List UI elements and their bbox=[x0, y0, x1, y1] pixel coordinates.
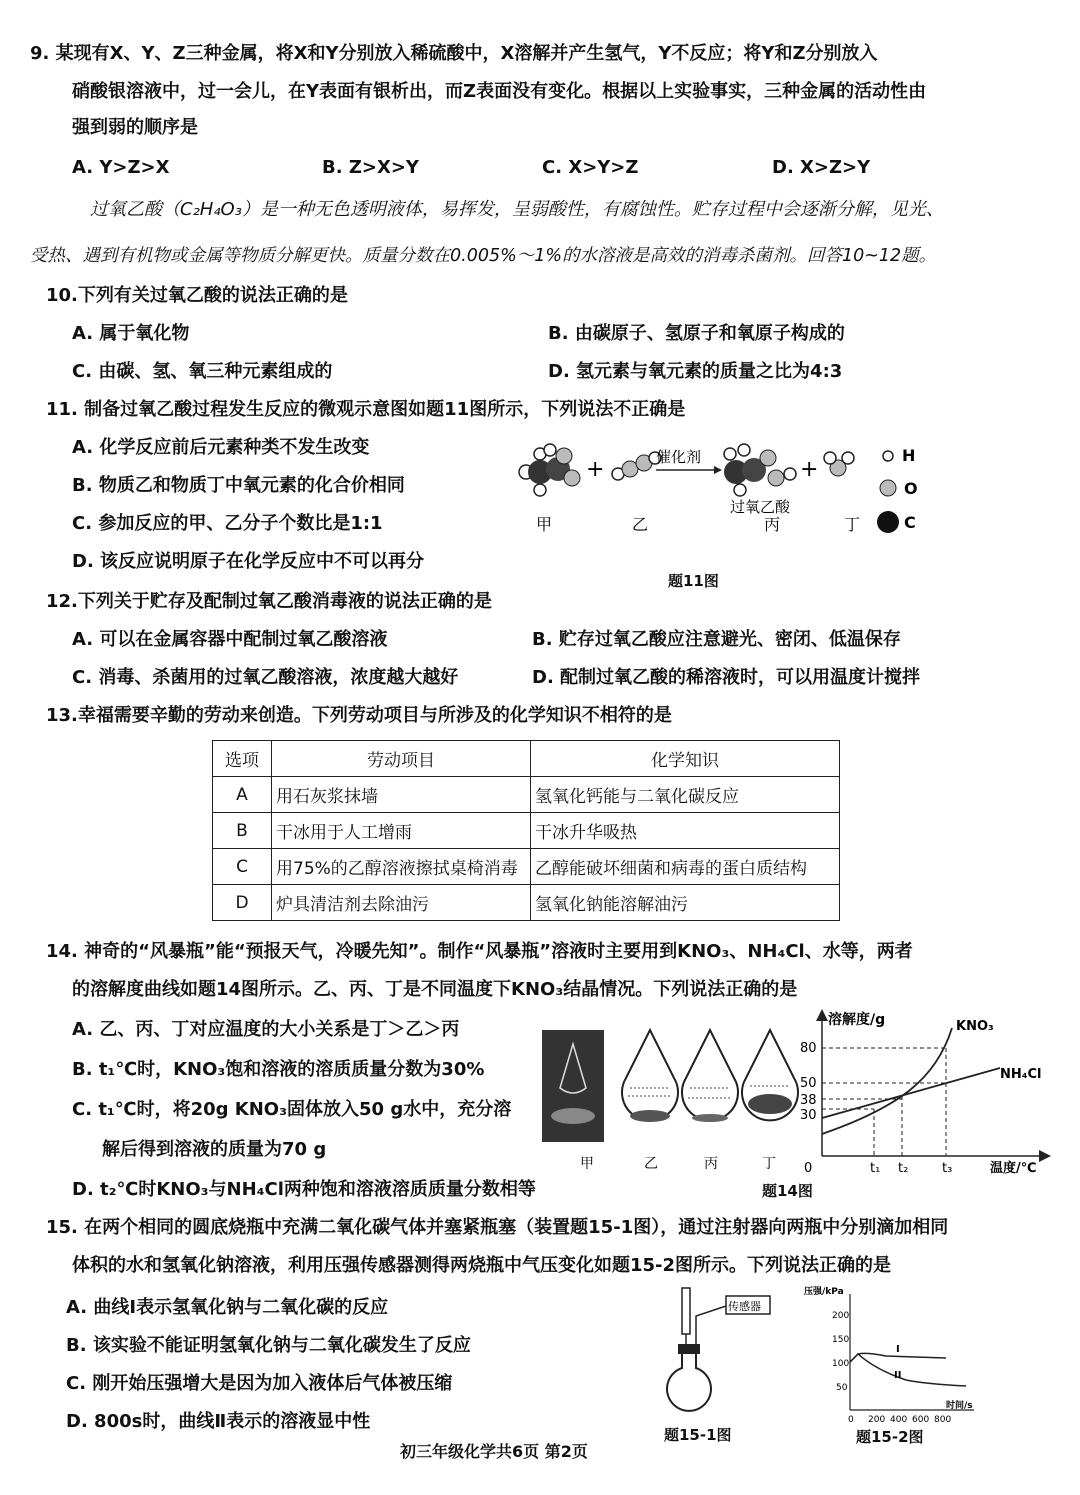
legend-c-label: C bbox=[904, 513, 916, 532]
q12-option-d: D. 配制过氧乙酸的稀溶液时，可以用温度计搅拌 bbox=[532, 667, 921, 688]
molecule-bing bbox=[724, 444, 796, 496]
q9-option-d: D. X>Z>Y bbox=[772, 157, 871, 178]
q9-option-c: C. X>Y>Z bbox=[542, 157, 639, 178]
label-yi: 乙 bbox=[632, 515, 649, 534]
header-option: 选项 bbox=[213, 741, 272, 777]
flask-icon bbox=[667, 1354, 711, 1411]
q10-option-d: D. 氢元素与氧元素的质量之比为4:3 bbox=[548, 361, 843, 382]
header-labor: 劳动项目 bbox=[272, 741, 531, 777]
y-tick-50: 50 bbox=[836, 1383, 848, 1393]
q9-option-b: B. Z>X>Y bbox=[322, 157, 419, 178]
x-tick-t3: t₃ bbox=[942, 1161, 953, 1176]
y-tick-38: 38 bbox=[800, 1093, 817, 1108]
drop-bing bbox=[682, 1030, 738, 1122]
q14-option-d: D. t₂℃时KNO₃与NH₄Cl两种饱和溶液溶质质量分数相等 bbox=[72, 1179, 536, 1200]
stopper bbox=[678, 1344, 700, 1354]
label-ding: 丁 bbox=[762, 1156, 776, 1172]
x-axis-label: 时间/s bbox=[946, 1401, 973, 1411]
y-tick-50: 50 bbox=[800, 1076, 817, 1091]
header-knowledge: 化学知识 bbox=[531, 741, 840, 777]
q14-option-b: B. t₁℃时，KNO₃饱和溶液的溶质质量分数为30% bbox=[72, 1059, 485, 1080]
drop-ding bbox=[742, 1030, 798, 1120]
q15-option-a: A. 曲线Ⅰ表示氢氧化钠与二氧化碳的反应 bbox=[66, 1297, 389, 1318]
q15-option-b: B. 该实验不能证明氢氧化钠与二氧化碳发生了反应 bbox=[66, 1335, 471, 1356]
table-row bbox=[213, 849, 840, 885]
x-tick-800: 800 bbox=[934, 1415, 952, 1424]
label-jia: 甲 bbox=[536, 515, 553, 534]
q12-option-b: B. 贮存过氧乙酸应注意避光、密闭、低温保存 bbox=[532, 629, 901, 650]
legend-h-icon bbox=[883, 451, 893, 461]
kno3-curve bbox=[822, 1028, 952, 1134]
x-axis-label: 温度/℃ bbox=[990, 1161, 1037, 1176]
y-tick-80: 80 bbox=[800, 1041, 817, 1056]
drop-yi bbox=[622, 1030, 678, 1122]
table-row bbox=[213, 777, 840, 813]
legend-h-label: H bbox=[902, 446, 916, 465]
row-option: A bbox=[213, 777, 272, 813]
catalyst-label: 催化剂 bbox=[656, 448, 702, 466]
page-footer: 初三年级化学共6页 第2页 bbox=[400, 1442, 588, 1461]
q10-option-c: C. 由碳、氢、氧三种元素组成的 bbox=[72, 361, 333, 382]
q9-option-a: A. Y>Z>X bbox=[72, 157, 170, 178]
sensor-tube bbox=[696, 1306, 726, 1346]
x-tick-200: 200 bbox=[868, 1415, 886, 1424]
y-tick-150: 150 bbox=[832, 1335, 850, 1345]
q12-stem: 12.下列关于贮存及配制过氧乙酸消毒液的说法正确的是 bbox=[46, 591, 492, 612]
row-option: C bbox=[213, 849, 272, 885]
row-knowledge: 乙醇能破坏细菌和病毒的蛋白质结构 bbox=[531, 849, 840, 885]
row-labor: 用石灰浆抹墙 bbox=[272, 777, 531, 813]
q14-option-a: A. 乙、丙、丁对应温度的大小关系是丁＞乙＞丙 bbox=[72, 1019, 460, 1040]
q15-pressure-chart bbox=[796, 1284, 982, 1424]
q11-option-d: D. 该反应说明原子在化学反应中不可以再分 bbox=[72, 551, 425, 572]
legend-o-icon bbox=[880, 480, 896, 496]
q10-option-a: A. 属于氧化物 bbox=[72, 323, 190, 344]
q12-option-c: C. 消毒、杀菌用的过氧乙酸溶液，浓度越大越好 bbox=[72, 667, 459, 688]
row-knowledge: 氢氧化钠能溶解油污 bbox=[531, 885, 840, 921]
q11-molecule-diagram bbox=[500, 436, 940, 556]
syringe-icon bbox=[682, 1288, 690, 1334]
molecule-yi bbox=[612, 452, 661, 480]
legend-c-icon bbox=[877, 511, 899, 533]
table-row bbox=[213, 813, 840, 849]
origin-label: 0 bbox=[804, 1161, 813, 1176]
q15-stem-line2: 体积的水和氢氧化钠溶液，利用压强传感器测得两烧瓶中气压变化如题15-2图所示。下列说法正确的是 bbox=[72, 1255, 892, 1276]
row-labor: 用75%的乙醇溶液擦拭桌椅消毒 bbox=[272, 849, 531, 885]
q15-fig1-caption: 题15-1图 bbox=[664, 1426, 732, 1444]
curve-2 bbox=[850, 1354, 966, 1386]
label-bing: 丙 bbox=[764, 515, 781, 534]
q14-option-c-line1: C. t₁℃时，将20g KNO₃固体放入50 g水中，充分溶 bbox=[72, 1099, 512, 1120]
y-tick-30: 30 bbox=[800, 1108, 817, 1123]
x-tick-400: 400 bbox=[890, 1415, 908, 1424]
x-tick-600: 600 bbox=[912, 1415, 930, 1424]
q14-solubility-chart bbox=[800, 1006, 1060, 1176]
q13-table bbox=[212, 740, 840, 921]
kno3-label: KNO₃ bbox=[956, 1019, 994, 1034]
x-tick-0: 0 bbox=[848, 1415, 854, 1424]
q11-figure-caption: 题11图 bbox=[668, 572, 719, 590]
q15-stem-line1: 15. 在两个相同的圆底烧瓶中充满二氧化碳气体并塞紧瓶塞（装置题15-1图），通过注射器向两瓶中分别滴加相同 bbox=[46, 1217, 949, 1238]
q14-figure-caption: 题14图 bbox=[762, 1182, 813, 1200]
table-header-row bbox=[213, 741, 840, 777]
label-bing: 丙 bbox=[704, 1156, 718, 1172]
q14-stem-line1: 14. 神奇的“风暴瓶”能“预报天气，冷暖先知”。制作“风暴瓶”溶液时主要用到KNO₃、NH₄Cl、水等，两者 bbox=[46, 941, 913, 962]
label-yi: 乙 bbox=[644, 1156, 658, 1172]
y-axis-label: 溶解度/g bbox=[828, 1012, 886, 1028]
y-tick-200: 200 bbox=[832, 1311, 850, 1321]
curve-1-label: I bbox=[896, 1344, 900, 1355]
x-tick-t2: t₂ bbox=[898, 1161, 909, 1176]
label-ding: 丁 bbox=[844, 515, 861, 534]
q11-option-b: B. 物质乙和物质丁中氧元素的化合价相同 bbox=[72, 475, 405, 496]
q15-apparatus bbox=[660, 1286, 780, 1416]
passage-line1: 过氧乙酸（C₂H₄O₃）是一种无色透明液体，易挥发，呈弱酸性，有腐蚀性。贮存过程中会逐渐分解，见光、 bbox=[90, 199, 944, 220]
row-knowledge: 干冰升华吸热 bbox=[531, 813, 840, 849]
row-knowledge: 氢氧化钙能与二氧化碳反应 bbox=[531, 777, 840, 813]
y-axis-label: 压强/kPa bbox=[804, 1287, 844, 1297]
q9-stem-line1: 9. 某现有X、Y、Z三种金属，将X和Y分别放入稀硫酸中，X溶解并产生氢气，Y不反应；将Y和Z分别放入 bbox=[30, 43, 878, 64]
sensor-label: 传感器 bbox=[728, 1300, 761, 1313]
legend-o-label: O bbox=[904, 479, 918, 498]
q10-option-b: B. 由碳原子、氢原子和氧原子构成的 bbox=[548, 323, 845, 344]
molecule-ding bbox=[824, 452, 854, 476]
q15-option-c: C. 刚开始压强增大是因为加入液体后气体被压缩 bbox=[66, 1373, 453, 1394]
q11-stem: 11. 制备过氧乙酸过程发生反应的微观示意图如题11图所示，下列说法不正确是 bbox=[46, 399, 686, 420]
table-row bbox=[213, 885, 840, 921]
nh4cl-curve bbox=[822, 1068, 1000, 1118]
q11-option-a: A. 化学反应前后元素种类不发生改变 bbox=[72, 437, 370, 458]
molecule-jia bbox=[519, 444, 580, 496]
plus-sign: + bbox=[586, 457, 605, 482]
q15-option-d: D. 800s时，曲线Ⅱ表示的溶液显中性 bbox=[66, 1411, 371, 1432]
curve-2-label: II bbox=[894, 1370, 902, 1381]
passage-line2: 受热、遇到有机物或金属等物质分解更快。质量分数在0.005%～1%的水溶液是高效的消毒杀菌剂。回答10~12题。 bbox=[30, 246, 937, 266]
row-labor: 炉具清洁剂去除油污 bbox=[272, 885, 531, 921]
q14-stem-line2: 的溶解度曲线如题14图所示。乙、丙、丁是不同温度下KNO₃结晶情况。下列说法正确的是 bbox=[72, 979, 798, 1000]
q14-option-c-line2: 解后得到溶液的质量为70 g bbox=[102, 1139, 327, 1160]
nh4cl-label: NH₄Cl bbox=[1000, 1067, 1042, 1082]
label-jia: 甲 bbox=[580, 1156, 594, 1172]
q9-stem-line2: 硝酸银溶液中，过一会儿，在Y表面有银析出，而Z表面没有变化。根据以上实验事实，三种金属的活动性由 bbox=[72, 81, 927, 102]
q15-fig2-caption: 题15-2图 bbox=[856, 1428, 924, 1446]
arrow-head bbox=[714, 466, 722, 474]
q14-storm-bottles bbox=[540, 1026, 813, 1176]
row-option: B bbox=[213, 813, 272, 849]
row-option: D bbox=[213, 885, 272, 921]
x-tick-t1: t₁ bbox=[870, 1161, 881, 1176]
q9-stem-line3: 强到弱的顺序是 bbox=[72, 117, 198, 138]
row-labor: 干冰用于人工增雨 bbox=[272, 813, 531, 849]
bottle-photo-jia bbox=[542, 1030, 604, 1142]
q13-stem: 13.幸福需要辛勤的劳动来创造。下列劳动项目与所涉及的化学知识不相符的是 bbox=[46, 705, 672, 726]
y-tick-100: 100 bbox=[832, 1359, 850, 1369]
product-label: 过氧乙酸 bbox=[730, 498, 791, 516]
q12-option-a: A. 可以在金属容器中配制过氧乙酸溶液 bbox=[72, 629, 388, 650]
plus-sign-2: + bbox=[800, 457, 819, 482]
q11-option-c: C. 参加反应的甲、乙分子个数比是1:1 bbox=[72, 513, 383, 534]
q10-stem: 10.下列有关过氧乙酸的说法正确的是 bbox=[46, 285, 348, 306]
